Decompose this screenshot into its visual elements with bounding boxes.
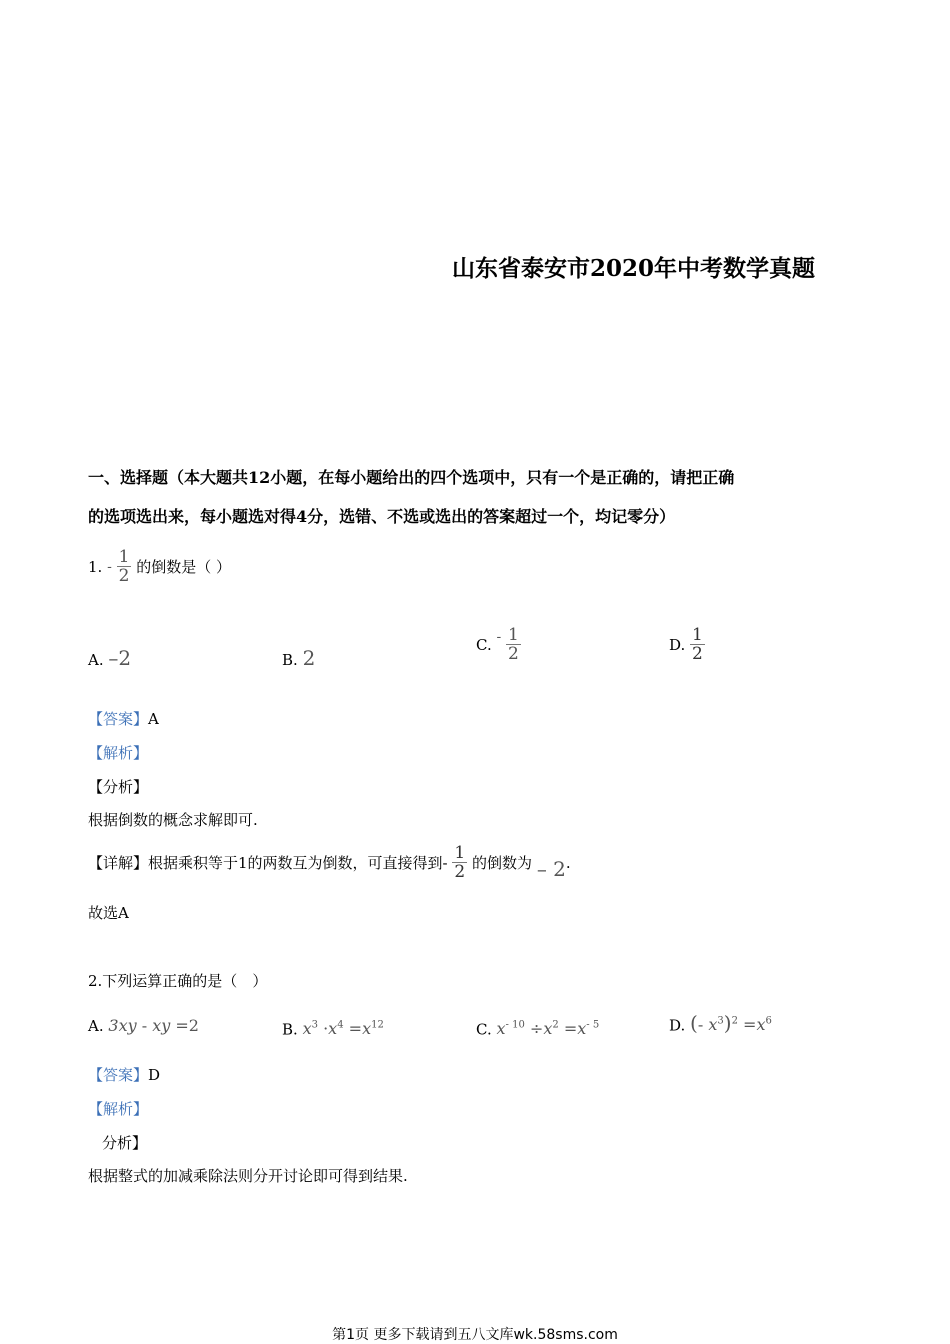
q1-fenxi-text: 根据倒数的概念求解即可.: [88, 811, 258, 829]
q1-option-d: D. $\frac{1}{2}$: [669, 625, 703, 664]
q1-conclusion: 故选A: [88, 904, 129, 922]
section-heading-line2: 的选项选出来，每小题选对得4分，选错、不选或选出的答案超过一个，均记零分）: [88, 507, 676, 526]
q2-answer: 【答案】D: [88, 1066, 161, 1084]
q1-answer: 【答案】A: [88, 710, 159, 728]
q1-stem: 1. - $\frac{1}{2}$ 的倒数是（ ）: [88, 547, 231, 586]
q2-fenxi-text: 根据整式的加减乘除法则分开讨论即可得到结果.: [88, 1167, 408, 1185]
q2-option-b: B. $x^3 \cdot x^4 =x^{12}$: [282, 1019, 384, 1039]
q2-option-d: D. (- $x^3)^2 =x^6$: [669, 1011, 772, 1036]
q1-option-b: B. 2: [282, 646, 316, 670]
q2-fenxi-tag: 分析】: [102, 1134, 148, 1152]
q2-analysis-tag: 【解析】: [88, 1100, 149, 1118]
q1-fraction: $\frac{1}{2}$: [118, 547, 130, 586]
q1-option-a: A. –2: [88, 646, 132, 670]
section-heading-line1: 一、选择题（本大题共12小题，在每小题给出的四个选项中，只有一个是正确的，请把正确: [88, 468, 735, 487]
q1-analysis-tag: 【解析】: [88, 744, 149, 762]
q2-option-c: C. $x^{- 10} \div x^2 =x^{- 5}$: [476, 1019, 600, 1039]
q1-detail: 【详解】根据乘积等于1的两数互为倒数，可直接得到- $\frac{1}{2}$ 的倒数为 – 2.: [88, 843, 571, 882]
q1-option-c: C. - $\frac{1}{2}$: [476, 625, 519, 664]
q1-fenxi-tag: 【分析】: [88, 778, 149, 796]
q2-option-a: A. 3xy - xy =2: [88, 1016, 199, 1035]
page-title: 山东省泰安市2020年中考数学真题: [452, 255, 816, 282]
q2-stem: 2.下列运算正确的是（ ）: [88, 972, 268, 990]
page-footer: 第1页 更多下载请到五八文库wk.58sms.com: [332, 1327, 618, 1343]
